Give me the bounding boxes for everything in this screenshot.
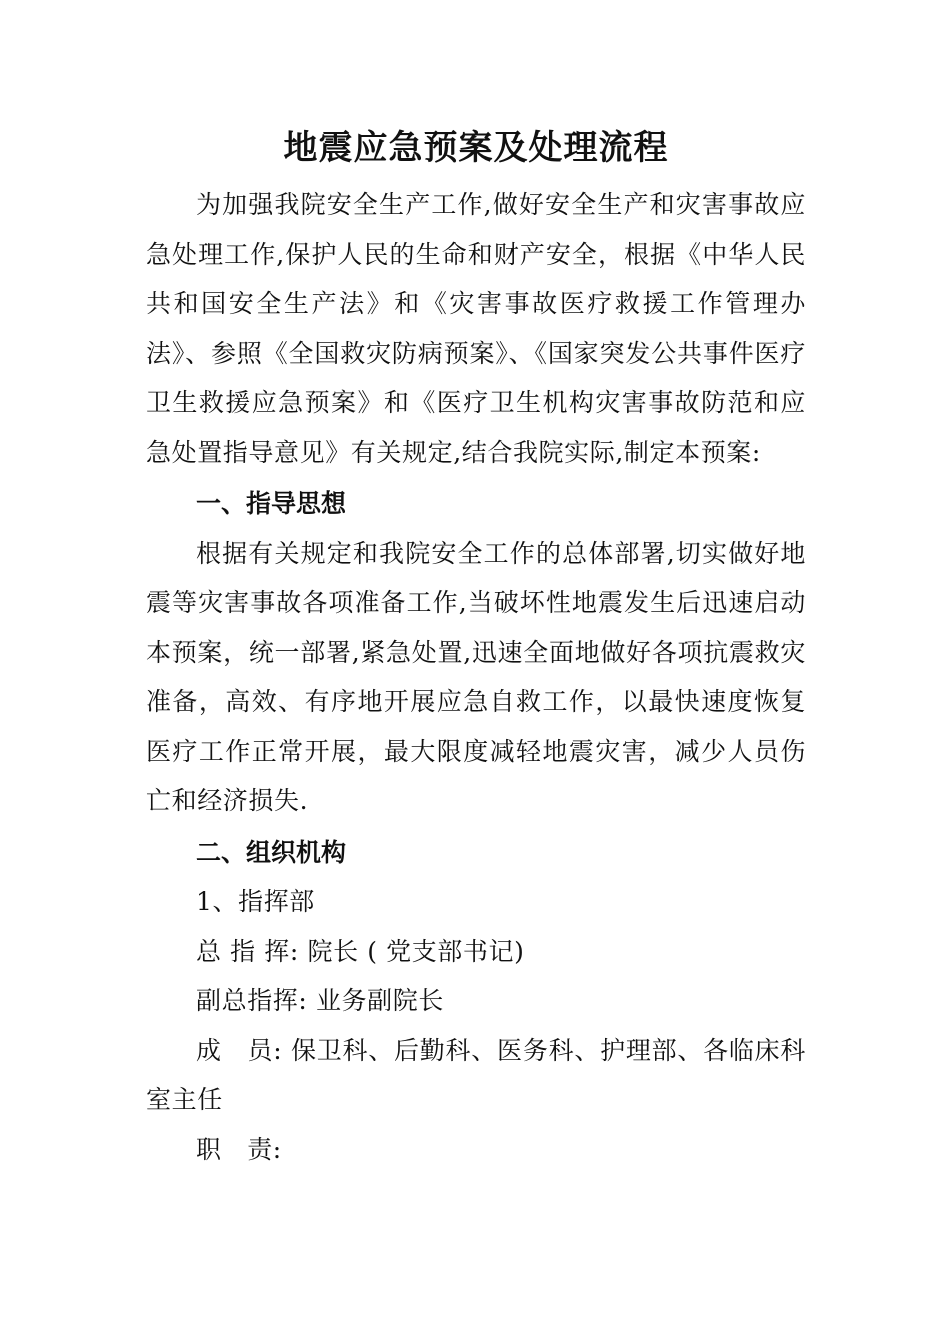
duties-line: 职 责:: [196, 1134, 282, 1164]
members-line: 成 员: 保卫科、后勤科、医务科、护理部、各临床科室主任: [146, 1035, 806, 1114]
intro-paragraph: 为加强我院安全生产工作,做好安全生产和灾害事故应急处理工作,保护人民的生命和财产安全，根据《中华人民共和国安全生产法》和《灾害事故医疗救援工作管理办法》、参照《全国救灾防病预案》、《国家突发公共事件医疗卫生救援应急预案》和《医疗卫生机构灾害事故防范和应急处置指导意见》有关规定,结合我院实际,制定本预案:: [146, 190, 806, 467]
deputy-commander-line: 副总指挥: 业务副院长: [196, 986, 444, 1015]
subsection-command-center: 1、指挥部: [196, 887, 315, 916]
document-page: [146, 122, 806, 1174]
commander-line: 总 指 挥: 院长 ( 党支部书记): [196, 936, 525, 966]
document-title: 地震应急预案及处理流程: [283, 128, 669, 168]
guiding-ideology-paragraph: 根据有关规定和我院安全工作的总体部署,切实做好地震等灾害事故各项准备工作,当破坏性地震发生后迅速启动本预案，统一部署,紧急处置,迅速全面地做好各项抗震救灾准备，高效、有序地开展应急自救工作，以最快速度恢复医疗工作正常开展，最大限度减轻地震灾害，减少人员伤亡和经济损失.: [146, 538, 806, 815]
section-heading-organization: 二、组织机构: [196, 837, 347, 867]
section-heading-guiding-ideology: 一、指导思想: [196, 489, 347, 518]
